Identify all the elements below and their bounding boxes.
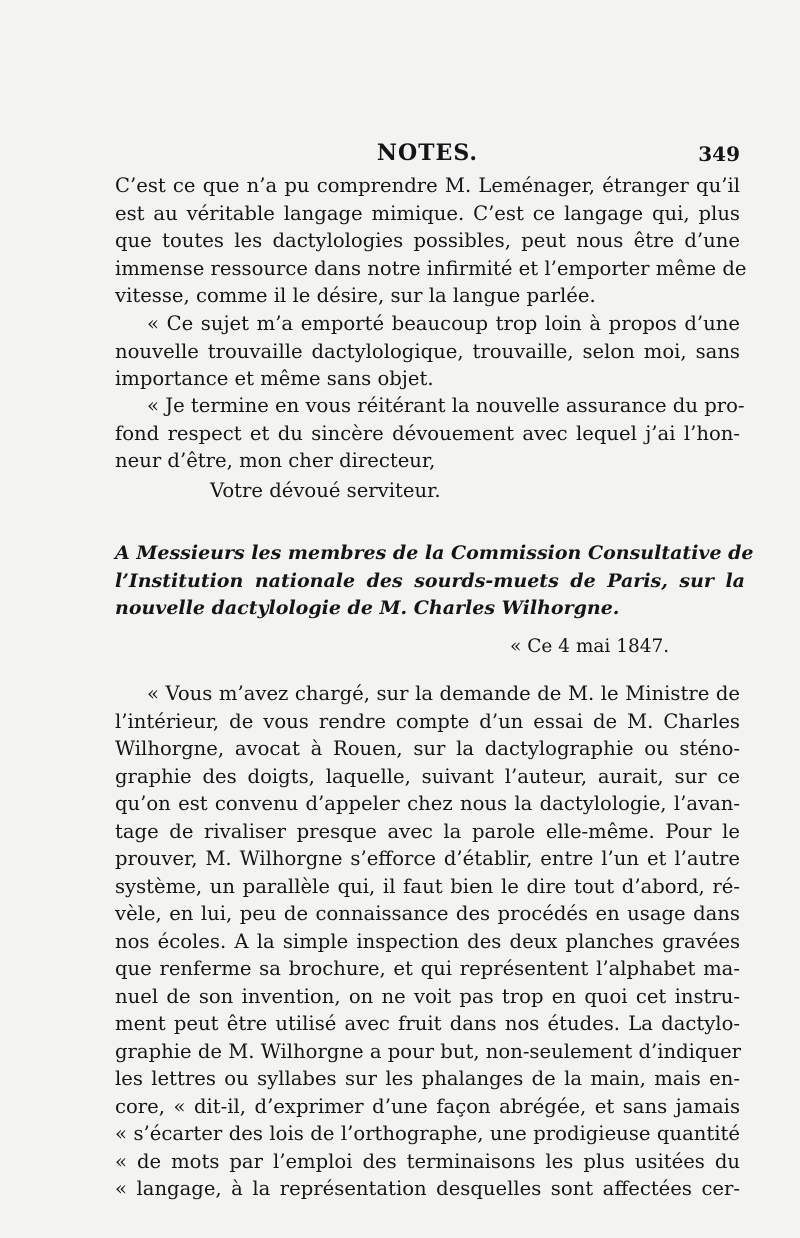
text-line: vèle, en lui, peu de connaissance des procédés en usage dans bbox=[115, 902, 740, 925]
signature-line: Votre dévoué serviteur. bbox=[210, 479, 441, 502]
text-line: Wilhorgne, avocat à Rouen, sur la dactylographie ou sténo- bbox=[115, 737, 740, 760]
paragraph-2 bbox=[115, 310, 740, 393]
text-line: neur d’être, mon cher directeur, bbox=[115, 449, 436, 472]
text-line: ment peut être utilisé avec fruit dans nos études. La dactylo- bbox=[115, 1012, 740, 1035]
heading-line: nouvelle dactylologie de M. Charles Wilhorgne. bbox=[115, 597, 620, 619]
page-number: 349 bbox=[698, 142, 740, 166]
text-line: importance et même sans objet. bbox=[115, 367, 434, 390]
text-line: vitesse, comme il le désire, sur la langue parlée. bbox=[115, 284, 596, 307]
page-header bbox=[115, 140, 740, 170]
text-line: « Ce sujet m’a emporté beaucoup trop loin à propos d’une bbox=[147, 312, 740, 335]
text-line: prouver, M. Wilhorgne s’efforce d’établir, entre l’un et l’autre bbox=[115, 847, 740, 870]
text-line: système, un parallèle qui, il faut bien le dire tout d’abord, ré- bbox=[115, 874, 740, 898]
text-line: les lettres ou syllabes sur les phalanges de la main, mais en- bbox=[115, 1067, 740, 1090]
heading-line: A Messieurs les membres de la Commission Consultative de bbox=[115, 542, 754, 564]
text-line: fond respect et du sincère dévouement avec lequel j’ai l’hon- bbox=[115, 421, 740, 445]
heading-line: l’Institution nationale des sourds-muets de Paris, sur la bbox=[115, 569, 745, 592]
running-title: NOTES. bbox=[376, 140, 479, 166]
letter-date: « Ce 4 mai 1847. bbox=[510, 636, 670, 657]
signature-block bbox=[115, 477, 740, 505]
text-line: nos écoles. A la simple inspection des deux planches gravées bbox=[115, 929, 740, 953]
paragraph-3 bbox=[115, 392, 745, 475]
text-line: nouvelle trouvaille dactylologique, trouvaille, selon moi, sans bbox=[115, 339, 740, 363]
text-line: tage de rivaliser presque avec la parole elle-même. Pour le bbox=[115, 819, 740, 843]
text-line: est au véritable langage mimique. C’est ce langage qui, plus bbox=[115, 201, 740, 225]
text-line: immense ressource dans notre infirmité et l’emporter même de bbox=[115, 256, 747, 280]
text-line: que toutes les dactylologies possibles, peut nous être d’une bbox=[115, 229, 740, 252]
text-line: C’est ce que n’a pu comprendre M. Leménager, étranger qu’il bbox=[115, 174, 740, 197]
text-line: nuel de son invention, on ne voit pas trop en quoi cet instru- bbox=[115, 984, 740, 1008]
text-line: « Vous m’avez chargé, sur la demande de M. le Ministre de bbox=[147, 682, 740, 705]
text-line: graphie de M. Wilhorgne a pour but, non-seulement d’indiquer bbox=[115, 1039, 742, 1063]
paragraph-1 bbox=[115, 172, 747, 310]
text-line: que renferme sa brochure, et qui représentent l’alphabet ma- bbox=[115, 957, 740, 980]
paragraph-4 bbox=[115, 680, 740, 1203]
text-line: « s’écarter des lois de l’orthographe, une prodigieuse quantité bbox=[115, 1122, 740, 1145]
text-line: « de mots par l’emploi des terminaisons les plus usitées du bbox=[115, 1149, 740, 1173]
text-line: qu’on est convenu d’appeler chez nous la dactylologie, l’avan- bbox=[115, 792, 740, 815]
text-line: « Je termine en vous réitérant la nouvelle assurance du pro- bbox=[147, 394, 745, 417]
text-line: core, « dit-il, d’exprimer d’une façon abrégée, et sans jamais bbox=[115, 1094, 740, 1118]
text-line: l’intérieur, de vous rendre compte d’un essai de M. Charles bbox=[115, 709, 740, 733]
text-line: graphie des doigts, laquelle, suivant l’auteur, aurait, sur ce bbox=[115, 764, 740, 788]
text-line: « langage, à la représentation desquelles sont affectées cer- bbox=[115, 1177, 740, 1200]
letter-heading bbox=[115, 540, 754, 623]
